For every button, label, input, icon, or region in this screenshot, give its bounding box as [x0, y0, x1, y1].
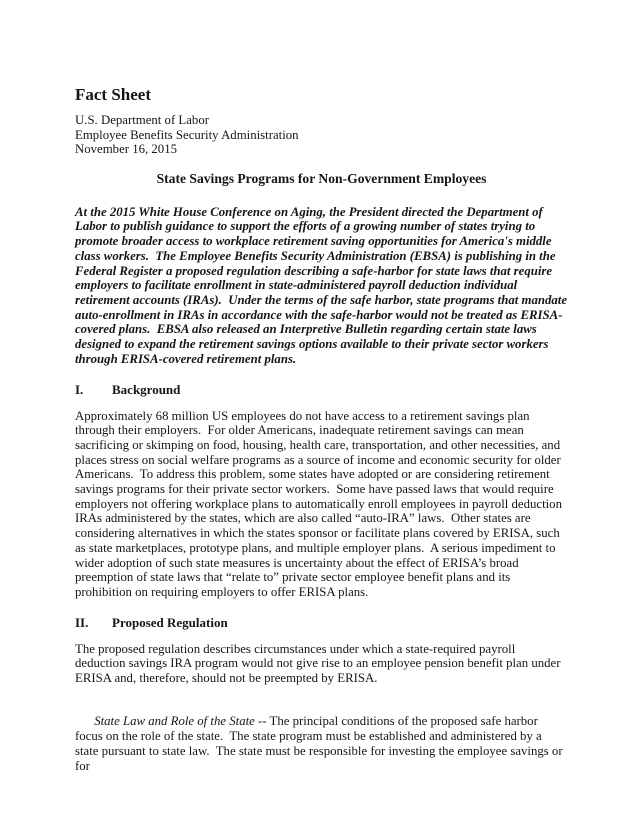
- document-subject-heading: State Savings Programs for Non-Government Employees: [156, 170, 487, 186]
- subtopic-lead: State Law and Role of the State: [94, 714, 255, 729]
- proposed-regulation-paragraph: The proposed regulation describes circumstances under which a state-required payroll deduction savings IRA program would not give rise to an employee pension benefit plan under ERISA and, therefore, should not be preempted by ERISA.: [75, 641, 564, 686]
- section-title: Background: [112, 381, 181, 397]
- state-law-paragraph: [75, 700, 568, 788]
- section-number: I.: [75, 381, 84, 397]
- section-number: II.: [75, 614, 89, 630]
- background-paragraph: Approximately 68 million US employees do not have access to a retirement savings plan through their employers. For older Americans, inadequate retirement savings can mean sacrificing or skimping on food, housing, health care, transportation, and other necessities, and places stress on social welfare programs as a source of income and economic security for older Americans. To address this problem, some states have adopted or are considering retirement savings programs for their private sector workers. Some have passed laws that would require employers not offering workplace plans to automatically enroll employees in payroll deduction IRAs administered by the states, which are also called “auto-IRA” laws. Other states are considering alternatives in which the states sponsor or facilitate plans covered by ERISA, such as state marketplaces, prototype plans, and multiple employer plans. A serious impediment to wider adoption of such state measures is uncertainty about the effect of ERISA’s broad preemption of state laws that “relate to” private sector employee benefit plans and its prohibition on requiring employers to offer ERISA plans.: [75, 408, 566, 599]
- section-heading-proposed-regulation: [75, 615, 568, 630]
- section-title: Proposed Regulation: [112, 614, 228, 630]
- document-meta: [75, 113, 568, 157]
- agency-name: U.S. Department of Labor: [75, 113, 209, 127]
- intro-paragraph: At the 2015 White House Conference on Aging, the President directed the Department of Labor to publish guidance to support the efforts of a growing number of states trying to promote broader access to workplace retirement saving opportunities for America's middle class workers. The Employee Benefits Security Administration (EBSA) is publishing in the Federal Register a proposed regulation describing a safe-harbor for state laws that require employers to facilitate enrollment in state-administered payroll deduction individual retirement accounts (IRAs). Under the terms of the safe harbor, state programs that mandate auto-enrollment in IRAs in accordance with the safe-harbor would not be treated as ERISA-covered plans. EBSA also released an Interpretive Bulletin regarding certain state laws designed to expand the retirement savings options available to their private sector workers through ERISA-covered retirement plans.: [75, 204, 571, 366]
- section-heading-background: [75, 382, 568, 397]
- document-title: Fact Sheet: [75, 85, 152, 104]
- subtopic-body: -- The principal conditions of the proposed safe harbor focus on the role of the state. The state program must be established and administered by a state pursuant to state law. The state must be responsible for investing the employee savings or for: [75, 714, 566, 773]
- agency-subdivision: Employee Benefits Security Administration: [75, 127, 299, 142]
- document-date: November 16, 2015: [75, 142, 178, 157]
